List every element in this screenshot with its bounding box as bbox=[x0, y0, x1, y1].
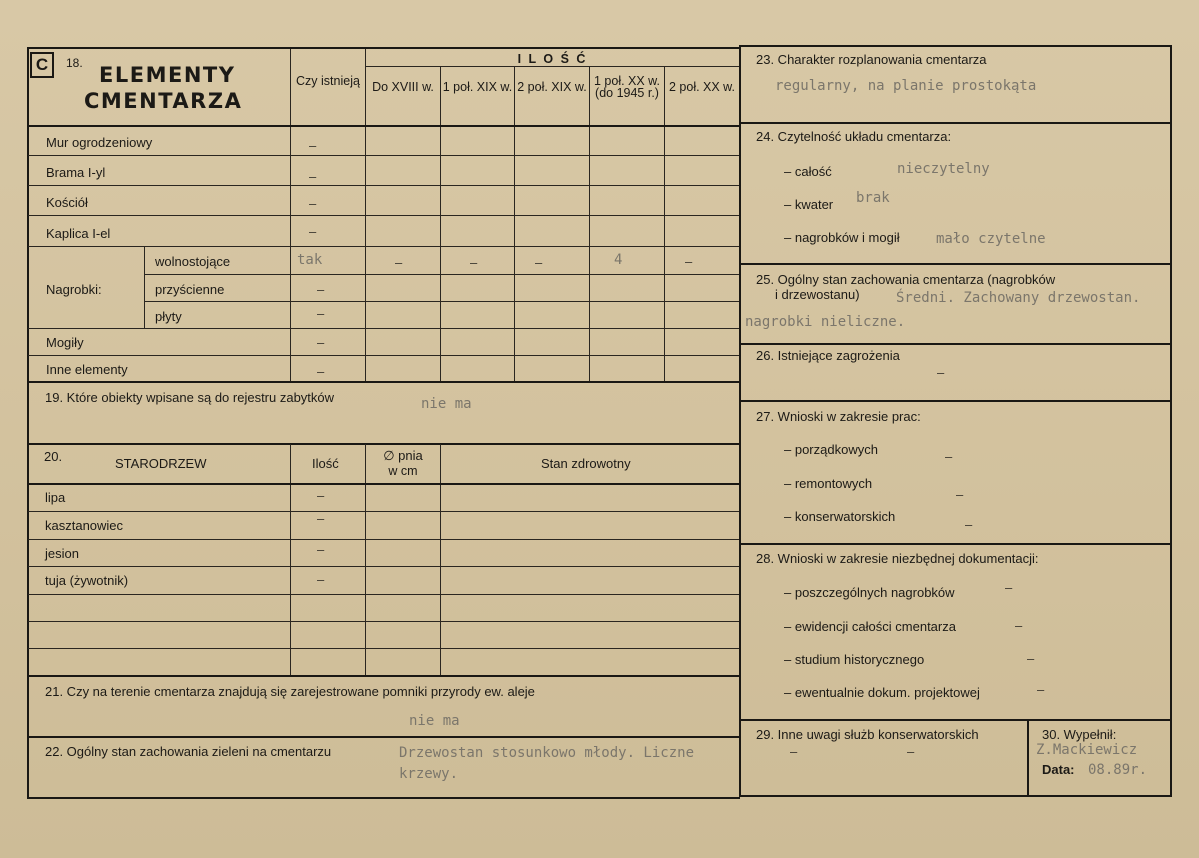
ilosc-header: I L O Ś Ć bbox=[517, 52, 588, 66]
q25-label-line2: i drzewostanu) bbox=[775, 287, 860, 302]
q28-studium-answer: – bbox=[1027, 651, 1035, 666]
q28-label: 28. Wnioski w zakresie niezbędnej dokumentacji: bbox=[756, 551, 1039, 566]
q25-answer-line2: nagrobki nieliczne. bbox=[745, 314, 906, 330]
q24-kwater-label: – kwater bbox=[784, 197, 834, 212]
tree-tuja-value: – bbox=[317, 572, 325, 587]
q23-answer: regularny, na planie prostokąta bbox=[775, 78, 1037, 94]
nagrobki-wolnostojace-period-3: – bbox=[535, 255, 543, 270]
q19-answer: nie ma bbox=[421, 396, 472, 412]
q28-nagrobkow-answer: – bbox=[1005, 580, 1013, 595]
tree-lipa-label: lipa bbox=[45, 490, 66, 505]
q30-name: Z.Mackiewicz bbox=[1036, 742, 1138, 758]
q26-label: 26. Istniejące zagrożenia bbox=[756, 348, 900, 363]
q27-konserwatorskich-label: – konserwatorskich bbox=[784, 509, 896, 524]
nagrobki-label: Nagrobki: bbox=[46, 282, 102, 297]
czy-istnieja-header: Czy istnieją bbox=[296, 74, 360, 88]
q20-title: STARODRZEW bbox=[115, 456, 207, 471]
q24-calosc-answer: nieczytelny bbox=[897, 161, 990, 177]
section-18-title-line1: ELEMENTY bbox=[99, 63, 236, 87]
nagrobki-plyty-value: – bbox=[317, 306, 325, 321]
q27-konserwatorskich-answer: – bbox=[965, 517, 973, 532]
q22-answer-line2: krzewy. bbox=[399, 766, 459, 782]
q28-ewidencji-label: – ewidencji całości cmentarza bbox=[784, 619, 956, 634]
q20-number: 20. bbox=[44, 449, 63, 464]
section-18-number: 18. bbox=[66, 56, 83, 70]
q24-nagrobkow-label: – nagrobków i mogił bbox=[784, 230, 900, 245]
q27-porzadkowych-answer: – bbox=[945, 449, 953, 464]
row-label-brama: Brama I-yl bbox=[46, 165, 106, 180]
nagrobki-wolnostojace-period-1: – bbox=[395, 255, 403, 270]
tree-jesion-value: – bbox=[317, 542, 325, 557]
period-header-3: 2 poł. XIX w. bbox=[517, 80, 587, 94]
q23-label: 23. Charakter rozplanowania cmentarza bbox=[756, 52, 987, 67]
q25-answer-line1: Średni. Zachowany drzewostan. bbox=[896, 290, 1141, 306]
row-label-kosciol: Kościół bbox=[46, 195, 88, 210]
q27-remontowych-label: – remontowych bbox=[784, 476, 873, 491]
nagrobki-wolnostojace-period-4: 4 bbox=[614, 252, 623, 268]
period-header-4: 1 poł. XX w. (do 1945 r.) bbox=[593, 74, 660, 100]
q29-answer-2: – bbox=[907, 744, 915, 759]
row-label-kaplica: Kaplica I-el bbox=[46, 226, 111, 241]
nagrobki-wolnostojace-label: wolnostojące bbox=[155, 254, 231, 269]
row-value-kaplica: – bbox=[309, 224, 317, 239]
nagrobki-plyty-label: płyty bbox=[155, 309, 182, 324]
q20-pnia-line2: w cm bbox=[388, 464, 418, 478]
tree-kasztanowiec-label: kasztanowiec bbox=[45, 518, 124, 533]
q22-answer-line1: Drzewostan stosunkowo młody. Liczne bbox=[399, 745, 695, 761]
q21-label: 21. Czy na terenie cmentarza znajdują się zarejestrowane pomniki przyrody ew. aleje bbox=[45, 684, 535, 699]
nagrobki-wolnostojace-period-2: – bbox=[470, 255, 478, 270]
q22-label: 22. Ogólny stan zachowania zieleni na cmentarzu bbox=[45, 744, 332, 759]
nagrobki-przyscienne-value: – bbox=[317, 282, 325, 297]
q27-porzadkowych-label: – porządkowych bbox=[784, 442, 878, 457]
q25-label-line1: 25. Ogólny stan zachowania cmentarza (nagrobków bbox=[756, 272, 1056, 287]
q30-label: 30. Wypełnił: bbox=[1042, 727, 1117, 742]
tree-kasztanowiec-value: – bbox=[317, 511, 325, 526]
tree-tuja-label: tuja (żywotnik) bbox=[45, 573, 129, 588]
q24-kwater-answer: brak bbox=[856, 190, 890, 206]
q27-remontowych-answer: – bbox=[956, 487, 964, 502]
q24-nagrobkow-answer: mało czytelne bbox=[936, 231, 1046, 247]
q20-ilosc-header: Ilość bbox=[312, 456, 339, 471]
q24-label: 24. Czytelność układu cmentarza: bbox=[756, 129, 952, 144]
q24-calosc-label: – całość bbox=[784, 164, 832, 179]
nagrobki-wolnostojace-value: tak bbox=[297, 252, 323, 268]
q30-date: 08.89r. bbox=[1088, 762, 1148, 778]
q28-projektowej-answer: – bbox=[1037, 682, 1045, 697]
q28-projektowej-label: – ewentualnie dokum. projektowej bbox=[784, 685, 980, 700]
section-18-title-line2: CMENTARZA bbox=[84, 89, 243, 113]
row-value-mur: – bbox=[309, 138, 317, 153]
period-header-1: Do XVIII w. bbox=[372, 80, 434, 94]
q29-label: 29. Inne uwagi służb konserwatorskich bbox=[756, 727, 979, 742]
inne-elementy-label: Inne elementy bbox=[46, 362, 128, 377]
row-value-kosciol: – bbox=[309, 196, 317, 211]
q19-label: 19. Które obiekty wpisane są do rejestru zabytków bbox=[45, 390, 335, 405]
q28-nagrobkow-label: – poszczególnych nagrobków bbox=[784, 585, 955, 600]
mogily-label: Mogiły bbox=[46, 335, 84, 350]
nagrobki-wolnostojace-period-5: – bbox=[685, 254, 693, 269]
q20-pnia-line1: ∅ pnia bbox=[383, 448, 423, 463]
nagrobki-przyscienne-label: przyścienne bbox=[155, 282, 225, 297]
row-label-mur: Mur ogrodzeniowy bbox=[46, 135, 153, 150]
period-header-2: 1 poł. XIX w. bbox=[442, 80, 513, 94]
inne-elementy-value: – bbox=[317, 364, 325, 379]
q26-answer: – bbox=[937, 365, 945, 380]
q28-studium-label: – studium historycznego bbox=[784, 652, 925, 667]
mogily-value: – bbox=[317, 335, 325, 350]
section-letter-box: C bbox=[30, 52, 54, 78]
row-value-brama: – bbox=[309, 169, 317, 184]
period-header-5: 2 poł. XX w. bbox=[668, 80, 735, 94]
q21-answer: nie ma bbox=[409, 713, 460, 729]
q20-stan-header: Stan zdrowotny bbox=[541, 456, 631, 471]
tree-jesion-label: jesion bbox=[45, 546, 79, 561]
q27-label: 27. Wnioski w zakresie prac: bbox=[756, 409, 921, 424]
q29-answer-1: – bbox=[790, 744, 798, 759]
q28-ewidencji-answer: – bbox=[1015, 618, 1023, 633]
q30-date-label: Data: bbox=[1042, 762, 1075, 777]
tree-lipa-value: – bbox=[317, 488, 325, 503]
